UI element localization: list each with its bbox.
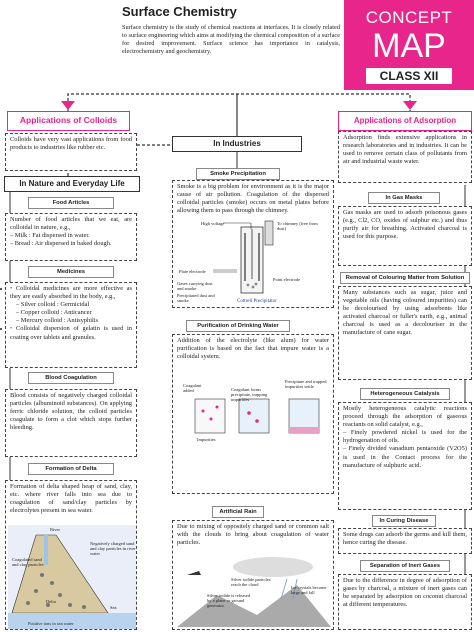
water-box: [172, 334, 334, 494]
catalysis-item: – Finely powdered nickel is used for the hydrogenation of oils.: [343, 429, 467, 445]
delta-label-coagulated: Coagulated sand and clay particles: [12, 557, 44, 567]
badge-line1: CONCEPT: [365, 8, 453, 27]
food-heading: Food Articles: [28, 197, 114, 209]
delta-heading: Formation of Delta: [28, 463, 114, 475]
rain-box: [172, 520, 334, 630]
badge-class: CLASS XII: [366, 68, 452, 84]
water-heading: Purification of Drinking Water: [186, 320, 290, 332]
water-text: Addition of the electrolyte (like alum) for water purification is based on the fact that impure water is a colloidal system.: [177, 337, 329, 361]
food-item: – Bread : Air dispersed in baked dough.: [10, 240, 132, 248]
medicines-heading: Medicines: [28, 266, 114, 278]
adsorption-heading: Applications of Adsorption: [338, 111, 472, 131]
colour-heading: Removal of Colouring Matter from Solution: [340, 272, 470, 284]
medicine-item: – Silver colloid : Germicidal: [16, 301, 132, 309]
colloids-text: Colloids have very vast applications from food products to industries like rubber etc.: [5, 133, 137, 171]
masks-heading: In Gas Masks: [368, 192, 440, 204]
smoke-label-cottrell: Cottrell Precipitator: [237, 299, 277, 304]
delta-label-negative: Negatively charged sand and clay particles in river water: [90, 541, 136, 556]
colour-text: Many substances such as sugar, juice and vegetable oils (having coloured impurities) can be decolourised by using adsorbents like activated charcoal or fuller's earth, e.g., animal charcoal is used as a decolouriser in the manufacture of cane sugar.: [338, 286, 472, 380]
masks-text: Gas masks are used to adsorb poisonous gases (e.g., Cl2, CO, oxides of sulphur etc.) and thus purify air for breathing. Activated charcoal is used for this purpose.: [338, 206, 472, 266]
inert-text: Due to the difference in degree of adsorption of gases by charcoal, a mixture of inert gases can be separated by adsorption on coconut charcoal at different temperatures.: [338, 574, 472, 630]
delta-label-delta: Delta: [46, 599, 56, 604]
water-label-added: Coagulant added: [183, 383, 202, 393]
medicine-item: – Copper colloid : Anticancer: [16, 309, 132, 317]
smoke-label-voltage: High voltage: [201, 221, 225, 226]
delta-text: Formation of delta shaped heap of sand, clay, etc. where river falls into sea due to coagulation of sand/clay particles by electrolytes present in sea water.: [10, 483, 132, 515]
catalysis-heading: Heterogeneous Catalysis: [360, 388, 450, 400]
colloids-heading: Applications of Colloids: [7, 111, 130, 131]
badge-line2: MAP: [372, 27, 446, 65]
water-label-impurities: Impurities: [197, 437, 216, 442]
adsorption-text: Adsorption finds extensive applications in research laboratories and in industries. It can be used to remove certain class of pollutants from air and industrial waste water.: [338, 131, 472, 183]
smoke-text: Smoke is a big problem for environment as it is the major cause of air pollution. Coagulation of the dispersed colloidal particles (smoke) occurs on metal plates before allowing them to pass through the chimney.: [177, 183, 329, 215]
disease-text: Some drugs can adsorb the germs and kill them, hence curing the disease.: [338, 528, 472, 554]
nature-heading: In Nature and Everyday Life: [4, 176, 140, 192]
rain-label-crystals: Ice crystals become large and fall: [291, 585, 327, 595]
blood-heading: Blood Coagulation: [28, 372, 114, 384]
medicines-text: • • Colloidal medicines are more effective as they are easily absorbed in the body, e.g.,: [10, 285, 132, 301]
rain-text: Due to mixing of oppositely charged sand or common salt with the clouds to bring about coagulation of water particles.: [177, 523, 329, 547]
medicine-item: – Mercury colloid : Antisyphilis: [16, 317, 132, 325]
industries-heading: In Industries: [172, 136, 302, 152]
rain-heading: Artificial Rain: [212, 506, 264, 518]
medicines-box: [5, 282, 137, 368]
smoke-box: [172, 180, 334, 308]
delta-label-sea: Sea: [110, 605, 117, 610]
water-label-forms: Coagulant forms precipitate, trapping impurities: [231, 387, 268, 402]
smoke-label-plate: Plate electrode: [179, 269, 206, 274]
disease-heading: In Curing Disease: [372, 515, 436, 527]
catalysis-box: [338, 402, 472, 510]
intro-paragraph: Surface chemistry is the study of chemical reactions at interfaces. It is closely related to surface engineering which aims at modifying the chemical composition of a surface for desired improvement. Surface science has importance in catalysis, electrochemistry and geochemistry.: [122, 24, 340, 56]
water-label-settle: Precipitate and trapped impurities settle: [285, 379, 327, 389]
smoke-label-precipitated: Precipitated dust and smoke: [177, 293, 215, 303]
inert-heading: Separation of Inert Gases: [360, 560, 450, 572]
page-title: Surface Chemistry: [122, 4, 237, 19]
smoke-label-gases: Gases carrying dust and smoke: [177, 281, 213, 291]
smoke-label-point: Point electrode: [273, 277, 301, 282]
smoke-heading: Smoke Precipitation: [196, 168, 280, 180]
blood-text: Blood consists of negatively charged colloidal particles (albuminoid substances). On applying ferric chloride solution, the colloid particles coagulate to form a clot which stops further bleeding.: [5, 389, 137, 457]
food-text: Number of food articles that we eat, are colloidal in nature, e.g.,: [10, 216, 132, 232]
delta-label-ions: Positive ions in sea water: [28, 621, 74, 626]
rain-label-release: Silver iodide is released by a plane or ground generator: [207, 593, 251, 608]
delta-label-river: River: [50, 527, 60, 532]
food-item: – Milk : Fat dispersed in water.: [10, 232, 132, 240]
catalysis-text: Mostly heterogeneous catalytic reactions proceed through the adsorption of gaseous reactants on solid catalyst, e.g.,: [343, 405, 467, 429]
food-box: [5, 213, 137, 261]
rain-label-reach: Silver iodide particles reach the cloud: [231, 577, 271, 587]
smoke-label-chimney: To chimney (free from dust): [277, 221, 318, 231]
delta-box: [5, 480, 137, 630]
catalysis-item: – Finely divided vanadium pentaoxide (V2O5) is used in the Contact process for the manufacture of sulphuric acid.: [343, 445, 467, 469]
medicines-text2: • • Colloidal dispersion of gelatin is used in coating over tablets and granules.: [10, 325, 132, 341]
